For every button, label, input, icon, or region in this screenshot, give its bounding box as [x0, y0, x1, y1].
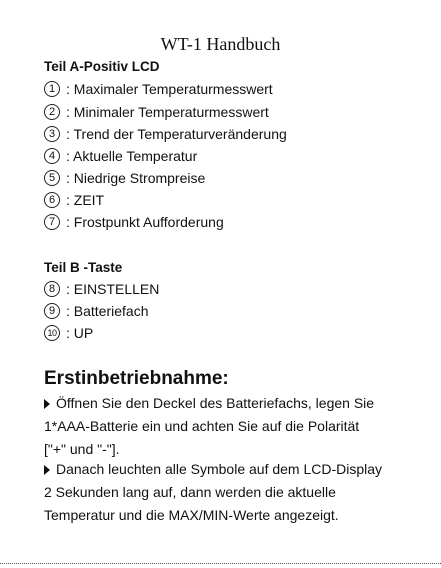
- bullet-triangle-icon: [44, 465, 50, 475]
- list-item: [44, 101, 269, 123]
- instruction-paragraph-1: [44, 392, 424, 461]
- list-item: [44, 123, 287, 145]
- section-heading: Erstinbetriebnahme:: [44, 368, 229, 389]
- list-item-text: : Trend der Temperaturveränderung: [66, 126, 287, 142]
- paragraph-line: 2 Sekunden lang auf, dann werden die aktuelle: [44, 484, 336, 500]
- list-item: [44, 278, 159, 300]
- circled-number: 8: [44, 281, 60, 297]
- instruction-paragraph-2: [44, 458, 424, 527]
- list-item-text: : UP: [66, 325, 94, 341]
- circled-number: 4: [44, 148, 60, 164]
- list-item: [44, 189, 104, 211]
- list-item: [44, 211, 224, 233]
- circled-number: 2: [44, 104, 60, 120]
- circled-number: 5: [44, 170, 60, 186]
- paragraph-line: Danach leuchten alle Symbole auf dem LCD-Display: [56, 461, 383, 477]
- paragraph-line: Temperatur und die MAX/MIN-Werte angezeigt.: [44, 507, 339, 523]
- circled-number: 7: [44, 214, 60, 230]
- list-item-text: : EINSTELLEN: [66, 281, 160, 297]
- paragraph-line: Öffnen Sie den Deckel des Batteriefachs, legen Sie: [56, 395, 375, 411]
- list-item: [44, 145, 197, 167]
- list-item-text: : Batteriefach: [66, 303, 149, 319]
- list-item-text: : Aktuelle Temperatur: [66, 148, 198, 164]
- circled-number: 3: [44, 126, 60, 142]
- circled-number: 10: [44, 325, 60, 341]
- list-item-text: : ZEIT: [66, 192, 105, 208]
- list-item: [44, 167, 205, 189]
- circled-number: 1: [44, 81, 60, 97]
- bullet-triangle-icon: [44, 399, 50, 409]
- circled-number: 9: [44, 303, 60, 319]
- circled-number: 6: [44, 192, 60, 208]
- teil-a-heading: Teil A-Positiv LCD: [44, 59, 160, 74]
- list-item-text: : Minimaler Temperaturmesswert: [66, 104, 269, 120]
- list-item: [44, 322, 93, 344]
- page-divider: [0, 563, 441, 564]
- paragraph-line: 1*AAA-Batterie ein und achten Sie auf die Polarität: [44, 418, 360, 434]
- list-item: [44, 78, 273, 100]
- list-item-text: : Frostpunkt Aufforderung: [66, 214, 224, 230]
- paragraph-line: ["+" und "-"].: [44, 441, 120, 457]
- page-title: WT-1 Handbuch: [160, 34, 281, 54]
- teil-b-heading: Teil B -Taste: [44, 260, 123, 275]
- list-item-text: : Niedrige Strompreise: [66, 170, 206, 186]
- list-item: [44, 300, 149, 322]
- list-item-text: : Maximaler Temperaturmesswert: [66, 81, 273, 97]
